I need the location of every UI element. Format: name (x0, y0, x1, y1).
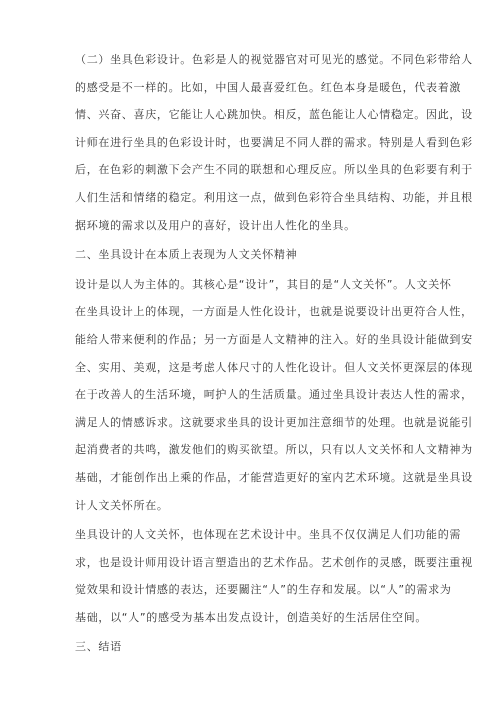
text-line: 在坐具设计上的体现，一方面是人性化设计，也就是说要设计出更符合人性， (75, 305, 473, 319)
paragraph-humanistic-care (75, 271, 473, 519)
paragraph-color-design (75, 46, 473, 239)
text-line: 起消费者的共鸣，激发他们的购买欲望。所以，只有以人文关怀和人文精神为 (75, 443, 473, 457)
text-line: 坐具设计的人文关怀，也体现在艺术设计中。坐具不仅仅满足人们功能的需 (75, 528, 462, 542)
heading-text: 二、坐具设计在本质上表现为人文关怀精神 (75, 248, 298, 262)
text-line: 计师在进行坐具的色彩设计时，也要满足不同人群的需求。特别是人看到色彩 (75, 135, 473, 149)
text-line: 情、兴奋、喜庆，它能让人心跳加快。相反，蓝色能让人心情稳定。因此，设 (75, 108, 473, 122)
text-line: 设计是以人为主体的。其核心是“设计”，其目的是“人文关怀”。人文关怀 (75, 277, 452, 291)
text-line: 的感受是不一样的。比如，中国人最喜爱红色。红色本身是暖色，代表着激 (75, 80, 462, 94)
text-line: 在于改善人的生活环境，呵护人的生活质量。通过坐具设计表达人性的需求， (75, 388, 473, 402)
text-line: 计人文关怀所在。 (75, 498, 169, 512)
text-line: 求，也是设计师用设计语言塑造出的艺术作品。艺术创作的灵感，既要注重视 (75, 555, 473, 569)
paragraph-art-design (75, 521, 473, 631)
text-line: 后，在色彩的刺激下会产生不同的联想和心理反应。所以坐具的色彩要有利于 (75, 163, 473, 177)
text-line: （二）坐具色彩设计。色彩是人的视觉器官对可见光的感觉。不同色彩带给人 (75, 53, 473, 66)
text-line: 人们生活和情绪的稳定。利用这一点，做到色彩符合坐具结构、功能，并且根 (75, 190, 473, 204)
section-heading (75, 241, 433, 269)
text-line: 全、实用、美观，这是考虑人体尺寸的人性化设计。但人文关怀更深层的体现 (75, 360, 473, 374)
text-line: 满足人的情感诉求。这就要求坐具的设计更加注意细节的处理。也就是说能引 (75, 415, 473, 429)
text-line: 觉效果和设计情感的表达，还要關注“人”的生存和发展。以“人”的需求为 (75, 583, 452, 597)
text-line: 基础，以“人”的感受为基本出发点设计，创造美好的生活居住空间。 (75, 610, 428, 624)
text-line: 据环境的需求以及用户的喜好，设计出人性化的坐具。 (75, 218, 356, 232)
heading-text: 三、结语 (75, 640, 122, 654)
section-heading-conclusion (75, 633, 433, 661)
document-page (75, 46, 473, 661)
text-line: 基础，才能创作出上乘的作品，才能营造更好的室内艺术环境。这就是坐具设 (75, 470, 473, 484)
text-line: 能给人带来便利的作品；另一方面是人文精神的注入。好的坐具设计能做到安 (75, 332, 473, 346)
